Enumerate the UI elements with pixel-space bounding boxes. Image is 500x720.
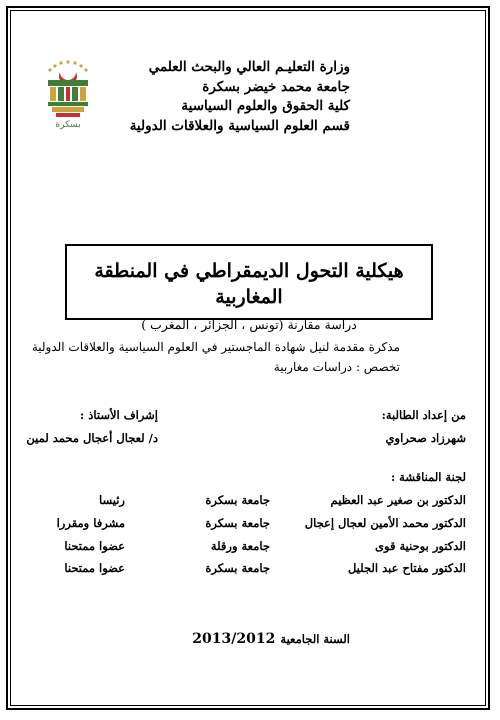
committee-member-role: رئيسا [99, 493, 125, 507]
university-name: جامعة محمد خيضر بسكرة [202, 78, 350, 95]
thesis-title-box [65, 244, 433, 332]
ministry-name: وزارة التعليـم العالي والبحث العلمي [148, 59, 350, 75]
academic-year [192, 628, 350, 647]
committee-member-role: مشرفا ومقررا [56, 516, 125, 530]
faculty-name: كلية الحقوق والعلوم السياسية [181, 98, 350, 114]
committee-member-university: جامعة بسكرة [205, 561, 270, 575]
logo-caption: بسكرة [55, 120, 81, 130]
supervisor-name: د/ لعجال أعجال محمد لمين [26, 431, 158, 445]
committee-member-role: عضوا ممتحنا [64, 561, 125, 575]
specialization-line: تخصص : دراسات مغاربية [273, 360, 400, 374]
institution-header [130, 58, 350, 136]
department-name: قسم العلوم السياسية والعلاقات الدولية [129, 117, 350, 134]
committee-member-name: الدكتور بن صغير عبد العظيم [330, 493, 466, 507]
university-logo [38, 56, 98, 136]
academic-year-label: السنة الجامعية [280, 632, 350, 646]
committee-member-name: الدكتور بوحنية قوى [375, 539, 466, 553]
supervisor-label: إشراف الأستاذ : [79, 408, 158, 422]
committee-member-university: جامعة بسكرة [205, 493, 270, 507]
committee-label: لجنة المناقشة : [390, 470, 466, 484]
memo-line: مذكرة مقدمة لنيل شهادة الماجستير في العلوم السياسية والعلاقات الدولية [31, 340, 400, 354]
thesis-title: هيكلية التحول الديمقراطي في المنطقة المغاربية [94, 260, 404, 308]
committee-member-role: عضوا ممتحنا [64, 539, 125, 553]
academic-year-value: 2013/2012 [192, 631, 276, 647]
student-label: من إعداد الطالبة: [381, 408, 466, 422]
committee-member-university: جامعة بسكرة [205, 516, 270, 530]
committee-member-name: الدكتور مفتاح عبد الجليل [347, 561, 466, 575]
thesis-subtitle: دراسة مقارنة (تونس ، الجزائر ، المغرب ) [141, 317, 357, 332]
student-name: شهرزاد صحراوي [385, 431, 466, 445]
committee-member-university: جامعة ورقلة [210, 539, 270, 553]
committee-member-name: الدكتور محمد الأمين لعجال إعجال [304, 516, 466, 530]
